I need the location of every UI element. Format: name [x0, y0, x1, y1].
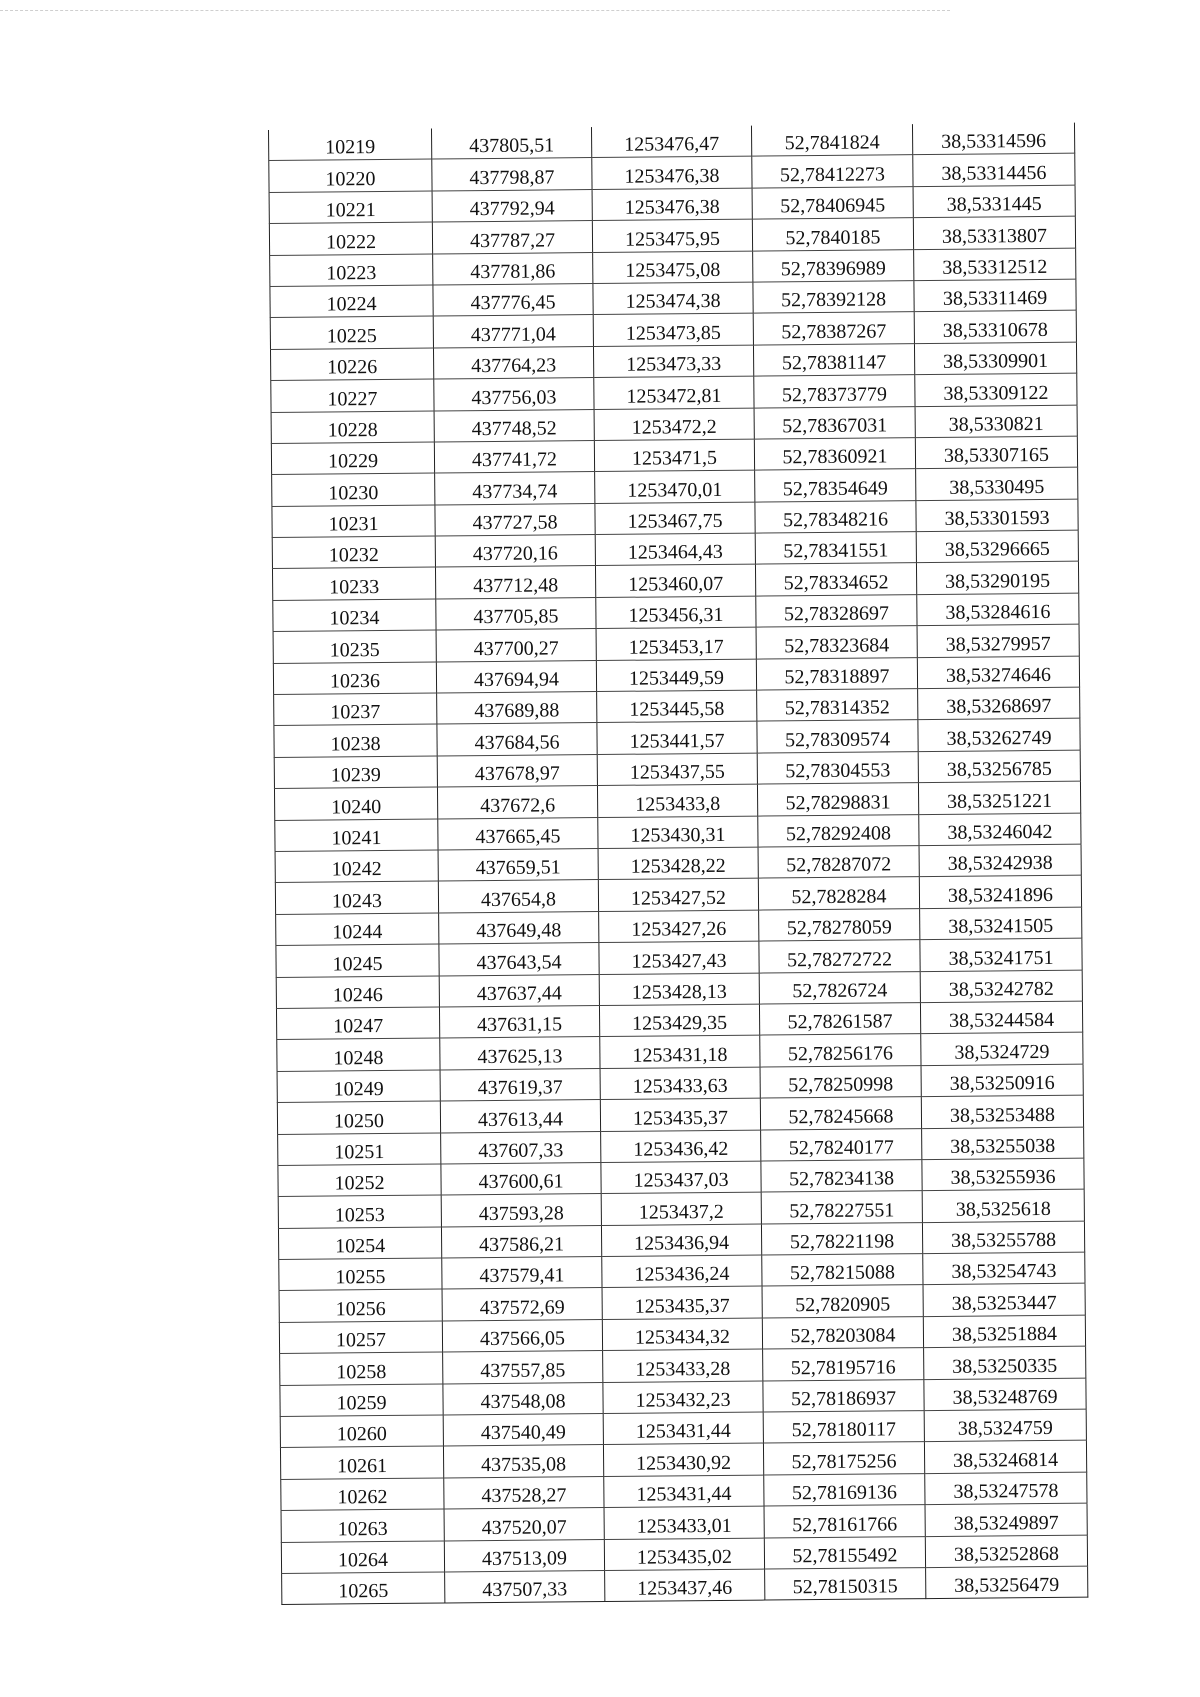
longitude-cell: 38,5324729 [921, 1032, 1083, 1065]
y-coordinate-cell: 1253470,01 [595, 470, 755, 503]
point-id-cell: 10225 [270, 316, 433, 349]
x-coordinate-cell: 437678,97 [437, 754, 597, 787]
y-coordinate-cell: 1253437,46 [605, 1569, 765, 1602]
x-coordinate-cell: 437734,74 [435, 472, 595, 505]
latitude-cell: 52,78396989 [753, 249, 914, 282]
longitude-cell: 38,53279957 [917, 624, 1079, 657]
longitude-cell: 38,53254743 [923, 1252, 1085, 1285]
x-coordinate-cell: 437694,94 [436, 660, 596, 693]
point-id-cell: 10240 [274, 787, 437, 820]
latitude-cell: 52,78215088 [762, 1254, 923, 1287]
point-id-cell: 10223 [270, 254, 433, 287]
y-coordinate-cell: 1253476,38 [592, 188, 752, 221]
latitude-cell: 52,78292408 [758, 814, 919, 847]
point-id-cell: 10243 [275, 881, 438, 914]
y-coordinate-cell: 1253436,42 [601, 1130, 761, 1163]
point-id-cell: 10250 [277, 1101, 440, 1134]
latitude-cell: 52,78227551 [761, 1191, 922, 1224]
x-coordinate-cell: 437600,61 [441, 1162, 601, 1195]
longitude-cell: 38,53296665 [916, 530, 1078, 563]
x-coordinate-cell: 437771,04 [433, 315, 593, 348]
table-row [282, 1566, 1088, 1605]
x-coordinate-cell: 437586,21 [441, 1225, 601, 1258]
x-coordinate-cell: 437528,27 [444, 1476, 604, 1509]
y-coordinate-cell: 1253431,44 [604, 1475, 764, 1508]
y-coordinate-cell: 1253449,59 [596, 659, 756, 692]
y-coordinate-cell: 1253473,85 [593, 313, 753, 346]
y-coordinate-cell: 1253437,2 [601, 1192, 761, 1225]
y-coordinate-cell: 1253475,08 [593, 251, 753, 284]
longitude-cell: 38,53255788 [922, 1221, 1084, 1254]
point-id-cell: 10222 [269, 222, 432, 255]
point-id-cell: 10239 [274, 756, 437, 789]
longitude-cell: 38,53284616 [917, 593, 1079, 626]
latitude-cell: 52,78221198 [761, 1222, 922, 1255]
point-id-cell: 10229 [271, 442, 434, 475]
latitude-cell: 52,7841824 [751, 124, 912, 156]
y-coordinate-cell: 1253476,38 [592, 157, 752, 190]
latitude-cell: 52,78186937 [763, 1379, 924, 1412]
y-coordinate-cell: 1253430,92 [603, 1443, 763, 1476]
latitude-cell: 52,78334652 [755, 563, 916, 596]
longitude-cell: 38,53301593 [916, 499, 1078, 532]
x-coordinate-cell: 437720,16 [435, 535, 595, 568]
latitude-cell: 52,78250998 [760, 1065, 921, 1098]
point-id-cell: 10256 [279, 1289, 442, 1322]
x-coordinate-cell: 437659,51 [438, 849, 598, 882]
latitude-cell: 52,78287072 [758, 846, 919, 879]
latitude-cell: 52,78328697 [756, 594, 917, 627]
y-coordinate-cell: 1253437,03 [601, 1161, 761, 1194]
x-coordinate-cell: 437781,86 [433, 252, 593, 285]
longitude-cell: 38,5331445 [913, 185, 1075, 218]
y-coordinate-cell: 1253433,01 [604, 1506, 764, 1539]
longitude-cell: 38,53307165 [915, 436, 1077, 469]
x-coordinate-cell: 437579,41 [442, 1257, 602, 1290]
y-coordinate-cell: 1253433,63 [600, 1067, 760, 1100]
point-id-cell: 10237 [274, 693, 437, 726]
y-coordinate-cell: 1253441,57 [597, 722, 757, 755]
point-id-cell: 10219 [268, 129, 431, 161]
longitude-cell: 38,53268697 [918, 687, 1080, 720]
latitude-cell: 52,78341551 [755, 532, 916, 565]
y-coordinate-cell: 1253445,58 [597, 690, 757, 723]
x-coordinate-cell: 437672,6 [437, 786, 597, 819]
y-coordinate-cell: 1253430,31 [598, 816, 758, 849]
longitude-cell: 38,53241896 [919, 876, 1081, 909]
latitude-cell: 52,78161766 [764, 1505, 925, 1538]
point-id-cell: 10259 [280, 1384, 443, 1417]
x-coordinate-cell: 437643,54 [439, 943, 599, 976]
longitude-cell: 38,53246042 [919, 813, 1081, 846]
coordinates-table [268, 123, 1088, 1606]
point-id-cell: 10264 [281, 1541, 444, 1574]
point-id-cell: 10234 [273, 599, 436, 632]
longitude-cell: 38,53244584 [920, 1001, 1082, 1034]
latitude-cell: 52,78240177 [761, 1128, 922, 1161]
scan-edge-line [0, 10, 950, 11]
x-coordinate-cell: 437665,45 [438, 817, 598, 850]
latitude-cell: 52,78155492 [764, 1536, 925, 1569]
longitude-cell: 38,53312512 [914, 248, 1076, 281]
y-coordinate-cell: 1253471,5 [594, 439, 754, 472]
point-id-cell: 10244 [276, 913, 439, 946]
x-coordinate-cell: 437741,72 [434, 440, 594, 473]
y-coordinate-cell: 1253432,23 [603, 1381, 763, 1414]
longitude-cell: 38,53310678 [914, 311, 1076, 344]
x-coordinate-cell: 437654,8 [438, 880, 598, 913]
latitude-cell: 52,78245668 [760, 1097, 921, 1130]
point-id-cell: 10242 [275, 850, 438, 883]
longitude-cell: 38,5324759 [924, 1409, 1086, 1442]
latitude-cell: 52,78180117 [763, 1411, 924, 1444]
y-coordinate-cell: 1253460,07 [595, 565, 755, 598]
longitude-cell: 38,53253488 [921, 1095, 1083, 1128]
x-coordinate-cell: 437548,08 [443, 1382, 603, 1415]
longitude-cell: 38,53241751 [920, 938, 1082, 971]
x-coordinate-cell: 437649,48 [439, 911, 599, 944]
latitude-cell: 52,78203084 [762, 1316, 923, 1349]
latitude-cell: 52,78387267 [753, 312, 914, 345]
point-id-cell: 10265 [282, 1572, 445, 1605]
longitude-cell: 38,53309122 [915, 373, 1077, 406]
y-coordinate-cell: 1253429,35 [599, 1004, 759, 1037]
longitude-cell: 38,53314456 [913, 154, 1075, 187]
longitude-cell: 38,53311469 [914, 279, 1076, 312]
y-coordinate-cell: 1253431,44 [603, 1412, 763, 1445]
latitude-cell: 52,78323684 [756, 626, 917, 659]
point-id-cell: 10226 [270, 348, 433, 381]
point-id-cell: 10253 [278, 1195, 441, 1228]
point-id-cell: 10263 [281, 1509, 444, 1542]
y-coordinate-cell: 1253456,31 [596, 596, 756, 629]
x-coordinate-cell: 437787,27 [432, 221, 592, 254]
point-id-cell: 10261 [280, 1446, 443, 1479]
latitude-cell: 52,78392128 [753, 281, 914, 314]
longitude-cell: 38,5330821 [915, 405, 1077, 438]
x-coordinate-cell: 437557,85 [443, 1351, 603, 1384]
latitude-cell: 52,7828284 [758, 877, 919, 910]
point-id-cell: 10254 [278, 1227, 441, 1260]
x-coordinate-cell: 437764,23 [433, 346, 593, 379]
latitude-cell: 52,78175256 [763, 1442, 924, 1475]
latitude-cell: 52,78309574 [757, 720, 918, 753]
longitude-cell: 38,53241505 [920, 907, 1082, 940]
latitude-cell: 52,78298831 [757, 783, 918, 816]
point-id-cell: 10248 [277, 1038, 440, 1071]
x-coordinate-cell: 437625,13 [440, 1037, 600, 1070]
y-coordinate-cell: 1253475,95 [592, 219, 752, 252]
longitude-cell: 38,53255936 [922, 1158, 1084, 1191]
y-coordinate-cell: 1253427,52 [598, 878, 758, 911]
point-id-cell: 10233 [272, 567, 435, 600]
y-coordinate-cell: 1253433,8 [597, 784, 757, 817]
longitude-cell: 38,53290195 [916, 562, 1078, 595]
latitude-cell: 52,78261587 [759, 1003, 920, 1036]
point-id-cell: 10235 [273, 630, 436, 663]
y-coordinate-cell: 1253436,24 [602, 1255, 762, 1288]
longitude-cell: 38,53252868 [925, 1535, 1087, 1568]
longitude-cell: 38,53274646 [917, 656, 1079, 689]
latitude-cell: 52,78314352 [757, 689, 918, 722]
longitude-cell: 38,53250916 [921, 1064, 1083, 1097]
x-coordinate-cell: 437792,94 [432, 189, 592, 222]
x-coordinate-cell: 437805,51 [431, 127, 591, 159]
x-coordinate-cell: 437513,09 [444, 1539, 604, 1572]
longitude-cell: 38,53255038 [922, 1127, 1084, 1160]
point-id-cell: 10262 [281, 1478, 444, 1511]
y-coordinate-cell: 1253428,13 [599, 973, 759, 1006]
longitude-cell: 38,53256479 [926, 1566, 1088, 1599]
longitude-cell: 38,53242938 [919, 844, 1081, 877]
point-id-cell: 10249 [277, 1070, 440, 1103]
y-coordinate-cell: 1253453,17 [596, 627, 756, 660]
x-coordinate-cell: 437613,44 [440, 1100, 600, 1133]
point-id-cell: 10238 [274, 724, 437, 757]
x-coordinate-cell: 437520,07 [444, 1508, 604, 1541]
latitude-cell: 52,78354649 [755, 469, 916, 502]
latitude-cell: 52,78150315 [765, 1568, 926, 1601]
latitude-cell: 52,78373779 [754, 375, 915, 408]
x-coordinate-cell: 437700,27 [436, 629, 596, 662]
y-coordinate-cell: 1253472,81 [594, 376, 754, 409]
x-coordinate-cell: 437798,87 [432, 158, 592, 191]
longitude-cell: 38,53249897 [925, 1503, 1087, 1536]
point-id-cell: 10251 [278, 1132, 441, 1165]
latitude-cell: 52,78169136 [764, 1473, 925, 1506]
point-id-cell: 10257 [279, 1321, 442, 1354]
y-coordinate-cell: 1253427,26 [599, 910, 759, 943]
y-coordinate-cell: 1253435,37 [600, 1098, 760, 1131]
point-id-cell: 10228 [271, 411, 434, 444]
longitude-cell: 38,53309901 [914, 342, 1076, 375]
point-id-cell: 10221 [269, 191, 432, 224]
y-coordinate-cell: 1253436,94 [601, 1224, 761, 1257]
y-coordinate-cell: 1253427,43 [599, 941, 759, 974]
latitude-cell: 52,78381147 [753, 343, 914, 376]
latitude-cell: 52,78360921 [754, 438, 915, 471]
y-coordinate-cell: 1253428,22 [598, 847, 758, 880]
x-coordinate-cell: 437593,28 [441, 1194, 601, 1227]
x-coordinate-cell: 437776,45 [433, 284, 593, 317]
point-id-cell: 10227 [271, 379, 434, 412]
point-id-cell: 10246 [276, 976, 439, 1009]
y-coordinate-cell: 1253472,2 [594, 408, 754, 441]
longitude-cell: 38,5325618 [922, 1189, 1084, 1222]
x-coordinate-cell: 437705,85 [436, 597, 596, 630]
x-coordinate-cell: 437727,58 [435, 503, 595, 536]
y-coordinate-cell: 1253433,28 [603, 1349, 763, 1382]
point-id-cell: 10247 [276, 1007, 439, 1040]
latitude-cell: 52,78195716 [763, 1348, 924, 1381]
longitude-cell: 38,53242782 [920, 970, 1082, 1003]
x-coordinate-cell: 437507,33 [445, 1570, 605, 1603]
coordinates-table-body [268, 123, 1087, 1605]
longitude-cell: 38,53246814 [924, 1441, 1086, 1474]
longitude-cell: 38,53253447 [923, 1284, 1085, 1317]
x-coordinate-cell: 437619,37 [440, 1068, 600, 1101]
x-coordinate-cell: 437607,33 [441, 1131, 601, 1164]
longitude-cell: 38,5330495 [916, 467, 1078, 500]
x-coordinate-cell: 437689,88 [437, 692, 597, 725]
longitude-cell: 38,53251221 [918, 781, 1080, 814]
x-coordinate-cell: 437756,03 [434, 378, 594, 411]
point-id-cell: 10255 [279, 1258, 442, 1291]
longitude-cell: 38,53247578 [925, 1472, 1087, 1505]
y-coordinate-cell: 1253476,47 [591, 126, 751, 158]
x-coordinate-cell: 437566,05 [442, 1319, 602, 1352]
x-coordinate-cell: 437631,15 [439, 1005, 599, 1038]
x-coordinate-cell: 437572,69 [442, 1288, 602, 1321]
point-id-cell: 10258 [280, 1352, 443, 1385]
latitude-cell: 52,7840185 [752, 218, 913, 251]
y-coordinate-cell: 1253473,33 [593, 345, 753, 378]
point-id-cell: 10260 [280, 1415, 443, 1448]
x-coordinate-cell: 437535,08 [443, 1445, 603, 1478]
latitude-cell: 52,78318897 [756, 657, 917, 690]
point-id-cell: 10232 [272, 536, 435, 569]
latitude-cell: 52,78272722 [759, 940, 920, 973]
x-coordinate-cell: 437540,49 [443, 1414, 603, 1447]
latitude-cell: 52,78278059 [759, 908, 920, 941]
longitude-cell: 38,53251884 [923, 1315, 1085, 1348]
latitude-cell: 52,7820905 [762, 1285, 923, 1318]
longitude-cell: 38,53314596 [912, 123, 1074, 155]
point-id-cell: 10245 [276, 944, 439, 977]
x-coordinate-cell: 437712,48 [435, 566, 595, 599]
y-coordinate-cell: 1253431,18 [600, 1035, 760, 1068]
point-id-cell: 10220 [269, 159, 432, 192]
x-coordinate-cell: 437748,52 [434, 409, 594, 442]
y-coordinate-cell: 1253435,02 [604, 1538, 764, 1571]
latitude-cell: 52,78256176 [760, 1034, 921, 1067]
longitude-cell: 38,53250335 [924, 1346, 1086, 1379]
point-id-cell: 10231 [272, 505, 435, 538]
y-coordinate-cell: 1253464,43 [595, 533, 755, 566]
y-coordinate-cell: 1253435,37 [602, 1287, 762, 1320]
x-coordinate-cell: 437637,44 [439, 974, 599, 1007]
point-id-cell: 10241 [275, 819, 438, 852]
y-coordinate-cell: 1253467,75 [595, 502, 755, 535]
y-coordinate-cell: 1253437,55 [597, 753, 757, 786]
y-coordinate-cell: 1253474,38 [593, 282, 753, 315]
latitude-cell: 52,78406945 [752, 186, 913, 219]
latitude-cell: 52,78412273 [752, 155, 913, 188]
point-id-cell: 10224 [270, 285, 433, 318]
y-coordinate-cell: 1253434,32 [602, 1318, 762, 1351]
longitude-cell: 38,53262749 [918, 719, 1080, 752]
longitude-cell: 38,53256785 [918, 750, 1080, 783]
x-coordinate-cell: 437684,56 [437, 723, 597, 756]
latitude-cell: 52,78348216 [755, 500, 916, 533]
point-id-cell: 10230 [272, 473, 435, 506]
latitude-cell: 52,78367031 [754, 406, 915, 439]
point-id-cell: 10252 [278, 1164, 441, 1197]
longitude-cell: 38,53248769 [924, 1378, 1086, 1411]
latitude-cell: 52,78234138 [761, 1159, 922, 1192]
latitude-cell: 52,7826724 [759, 971, 920, 1004]
longitude-cell: 38,53313807 [913, 216, 1075, 249]
coordinates-table-container [268, 123, 1088, 1606]
latitude-cell: 52,78304553 [757, 751, 918, 784]
point-id-cell: 10236 [273, 662, 436, 695]
